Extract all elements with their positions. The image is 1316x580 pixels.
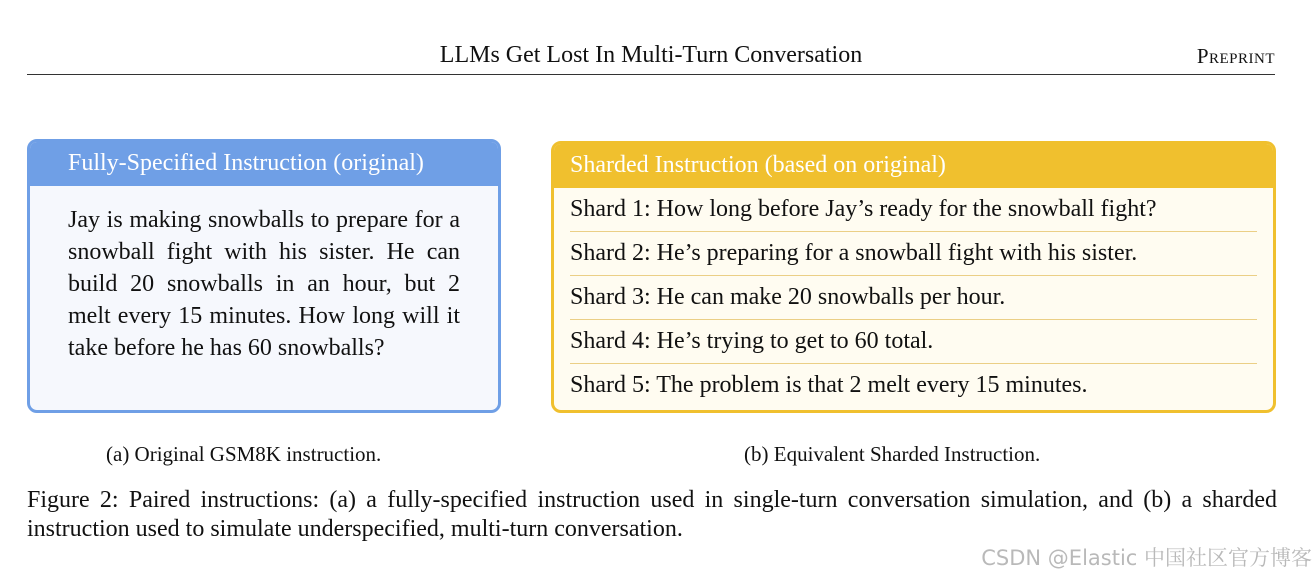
fully-specified-title: Fully-Specified Instruction (original): [30, 142, 498, 186]
shard-item: [570, 276, 1257, 320]
shard-label: Shard 1:: [570, 196, 651, 222]
figure-label: Figure 2:: [27, 487, 119, 513]
page-header: [27, 38, 1275, 75]
shard-label: Shard 5:: [570, 372, 651, 398]
shard-item: [570, 364, 1257, 407]
preprint-label: Preprint: [1196, 44, 1275, 68]
fully-specified-body: Jay is making snowballs to prepare for a snowball fight with his sister. He can build 20 snowballs in an hour, but 2 melt every 15 minutes. How long will it take before he has 60 snowballs?: [68, 207, 460, 361]
shard-text: He’s trying to get to 60 total.: [656, 328, 934, 354]
subfigure-caption-b: (b) Equivalent Sharded Instruction.: [744, 442, 1041, 466]
shard-text: The problem is that 2 melt every 15 minutes.: [656, 372, 1088, 398]
shard-label: Shard 2:: [570, 240, 651, 266]
sharded-panel: [551, 141, 1276, 413]
fully-specified-panel: [27, 139, 501, 413]
subfigure-caption-a: (a) Original GSM8K instruction.: [106, 442, 382, 466]
figure-caption-text: Paired instructions: (a) a fully-specified instruction used in single-turn conversation simulation, and (b) a sharded instruction used to simulate underspecified, multi-turn conversation.: [27, 487, 1278, 542]
shard-list: [554, 188, 1273, 407]
sharded-title: Sharded Instruction (based on original): [554, 144, 1273, 188]
watermark: CSDN @Elastic 中国社区官方博客: [981, 546, 1312, 570]
running-title: LLMs Get Lost In Multi-Turn Conversation: [439, 42, 863, 68]
shard-item: [570, 232, 1257, 276]
figure-caption: [27, 486, 1277, 544]
shard-text: He’s preparing for a snowball fight with his sister.: [656, 240, 1138, 266]
shard-label: Shard 3:: [570, 284, 651, 310]
shard-item: [570, 320, 1257, 364]
shard-text: He can make 20 snowballs per hour.: [656, 284, 1006, 310]
shard-text: How long before Jay’s ready for the snowball fight?: [656, 196, 1157, 222]
shard-item: [570, 188, 1257, 232]
shard-label: Shard 4:: [570, 328, 651, 354]
